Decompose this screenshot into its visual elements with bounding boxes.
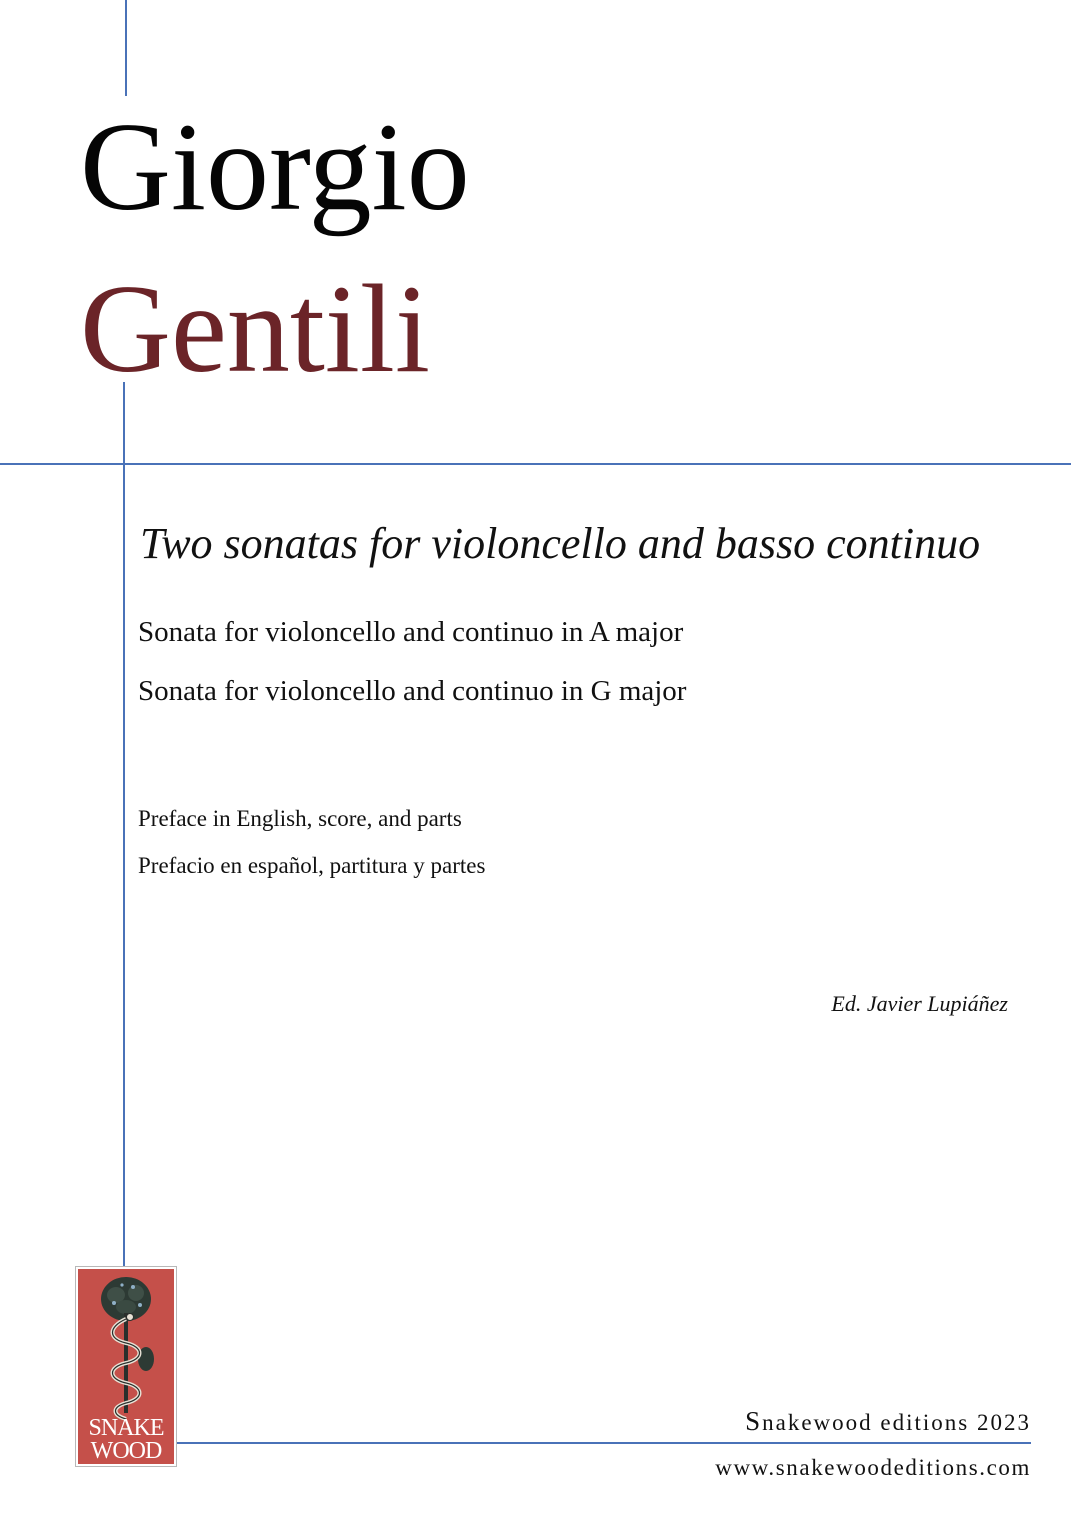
publisher-name: nakewood editions 2023 <box>762 1410 1031 1435</box>
sonata-title: Sonata for violoncello and continuo in A major <box>138 616 684 648</box>
editor-credit: Ed. Javier Lupiáñez <box>831 991 1008 1016</box>
composer-last-name: Gentili <box>80 260 430 399</box>
logo-panel <box>78 1269 174 1464</box>
work-title: Two sonatas for violoncello and basso continuo <box>140 519 981 568</box>
publisher-website: www.snakewoodeditions.com <box>715 1455 1031 1480</box>
horizontal-rule-top <box>0 463 1071 465</box>
sonata-title: Sonata for violoncello and continuo in G major <box>138 675 687 707</box>
publisher-line <box>745 1405 1031 1437</box>
vertical-rule-top <box>125 0 127 96</box>
contents-note-english: Preface in English, score, and parts <box>138 806 462 831</box>
horizontal-rule-bottom <box>176 1442 1031 1444</box>
snakewood-logo <box>75 1266 177 1467</box>
publisher-initial: S <box>745 1406 763 1436</box>
vertical-rule-main <box>123 382 125 1266</box>
contents-note-spanish: Prefacio en español, partitura y partes <box>138 853 486 878</box>
logo-text: SNAKE <box>88 1415 164 1441</box>
logo-text: WOOD <box>90 1438 162 1464</box>
composer-first-name: Giorgio <box>80 98 470 237</box>
